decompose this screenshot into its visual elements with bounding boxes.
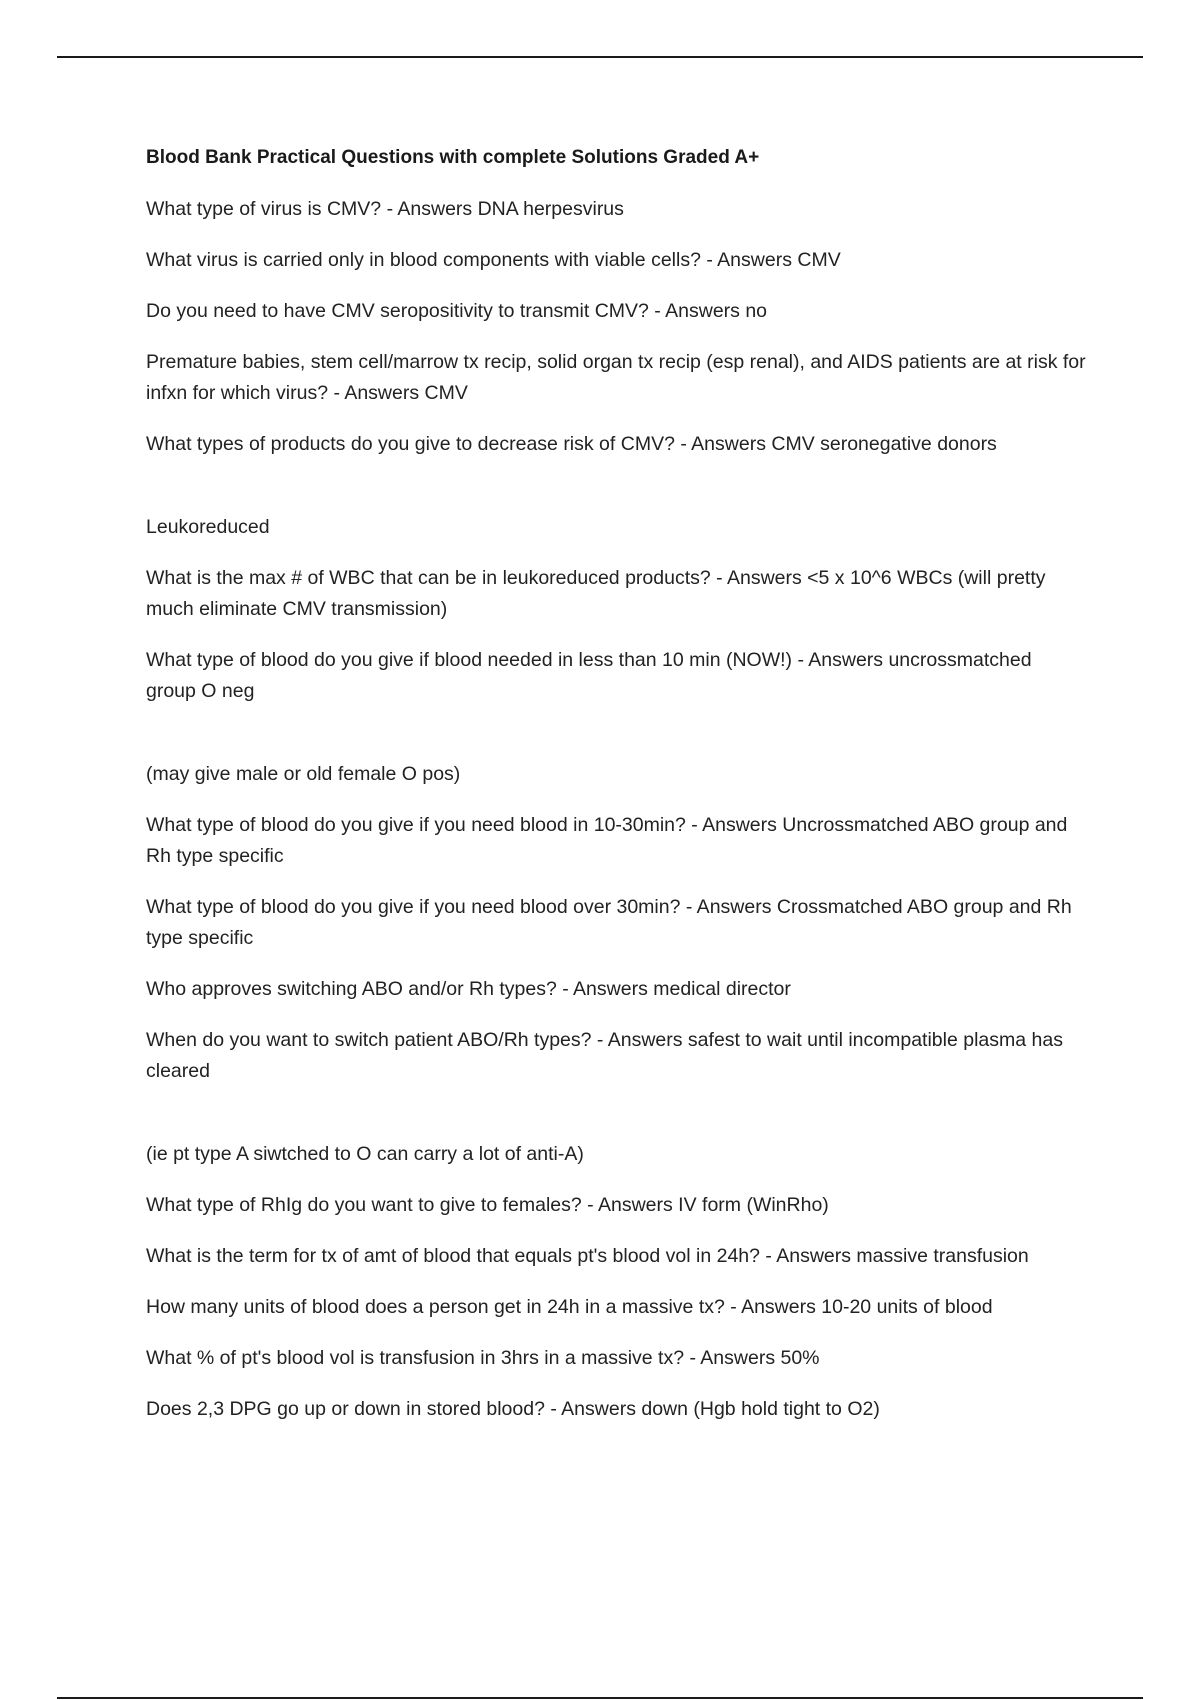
paragraph: What % of pt's blood vol is transfusion in 3hrs in a massive tx? - Answers 50% [146, 1347, 820, 1369]
paragraph: Leukoreduced [146, 516, 270, 538]
paragraph: What type of blood do you give if blood needed in less than 10 min (NOW!) - Answers uncrossmatched group O neg [146, 649, 1032, 702]
paragraph: What type of RhIg do you want to give to females? - Answers IV form (WinRho) [146, 1194, 829, 1216]
bottom-rule [57, 1697, 1143, 1699]
paragraph: What virus is carried only in blood components with viable cells? - Answers CMV [146, 249, 841, 271]
document-title: Blood Bank Practical Questions with complete Solutions Graded A+ [146, 147, 760, 168]
paragraph: What types of products do you give to decrease risk of CMV? - Answers CMV seronegative donors [146, 433, 997, 455]
paragraph: What type of virus is CMV? - Answers DNA herpesvirus [146, 198, 624, 220]
paragraph: When do you want to switch patient ABO/Rh types? - Answers safest to wait until incompatible plasma has cleared [146, 1029, 1063, 1082]
paragraph: Do you need to have CMV seropositivity to transmit CMV? - Answers no [146, 300, 768, 322]
paragraph: (may give male or old female O pos) [146, 763, 461, 785]
paragraph: Does 2,3 DPG go up or down in stored blood? - Answers down (Hgb hold tight to O2) [146, 1398, 880, 1420]
top-rule [57, 56, 1143, 58]
paragraph: Premature babies, stem cell/marrow tx recip, solid organ tx recip (esp renal), and AIDS patients are at risk for infxn for which virus? - Answers CMV [146, 351, 1086, 404]
document-body [146, 142, 1086, 1445]
paragraph: What type of blood do you give if you need blood in 10-30min? - Answers Uncrossmatched ABO group and Rh type specific [146, 814, 1068, 867]
paragraph: How many units of blood does a person get in 24h in a massive tx? - Answers 10-20 units of blood [146, 1296, 993, 1318]
paragraph: What is the max # of WBC that can be in leukoreduced products? - Answers <5 x 10^6 WBCs (will pretty much eliminate CMV transmission) [146, 567, 1046, 620]
paragraph: What type of blood do you give if you need blood over 30min? - Answers Crossmatched ABO group and Rh type specific [146, 896, 1072, 949]
paragraph: What is the term for tx of amt of blood that equals pt's blood vol in 24h? - Answers massive transfusion [146, 1245, 1029, 1267]
paragraph: Who approves switching ABO and/or Rh types? - Answers medical director [146, 978, 791, 1000]
paragraph: (ie pt type A siwtched to O can carry a lot of anti-A) [146, 1143, 584, 1165]
